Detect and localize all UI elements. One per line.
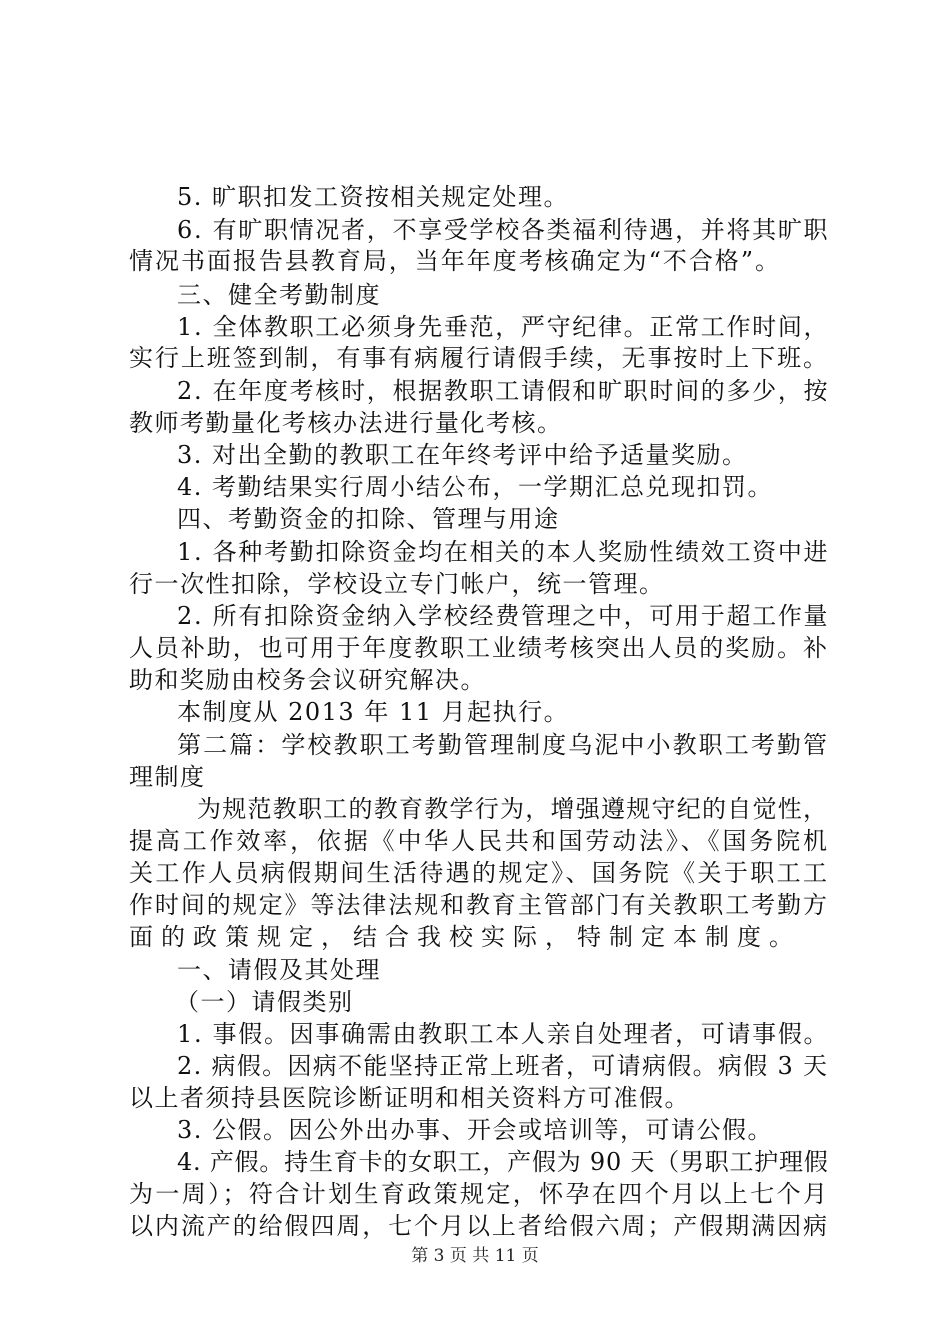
text-line: 教师考勤量化考核办法进行量化考核。 — [129, 409, 563, 437]
text-line: 三、健全考勤制度 — [177, 281, 381, 309]
text-line: 作时间的规定》等法律法规和教育主管部门有关教职工考勤方 — [129, 891, 829, 919]
text-line: 第二篇：学校教职工考勤管理制度乌泥中小教职工考勤管 — [177, 731, 830, 759]
text-line: 1. 各种考勤扣除资金均在相关的本人奖励性绩效工资中进 — [177, 538, 830, 566]
text-line: 5. 旷职扣发工资按相关规定处理。 — [177, 183, 570, 211]
text-line: 提高工作效率，依据《中华人民共和国劳动法》、《国务院机 — [129, 827, 830, 855]
text-line: 本制度从 2013 年 11 月起执行。 — [177, 698, 570, 726]
text-line: 情况书面报告县教育局，当年年度考核确定为“不合格”。 — [129, 247, 782, 275]
text-line: 四、考勤资金的扣除、管理与用途 — [177, 505, 560, 533]
text-line: 人员补助，也可用于年度教职工业绩考核突出人员的奖励。补 — [129, 634, 829, 662]
text-line: 行一次性扣除，学校设立专门帐户，统一管理。 — [129, 570, 665, 598]
text-line: 以上者须持县医院诊断证明和相关资料方可准假。 — [129, 1084, 690, 1112]
text-line: 为规范教职工的教育教学行为，增强遵规守纪的自觉性， — [197, 795, 829, 823]
text-line: 3. 公假。因公外出办事、开会或培训等，可请公假。 — [177, 1116, 774, 1144]
text-line: （一）请假类别 — [175, 988, 354, 1016]
text-line: 关工作人员病假期间生活待遇的规定》、国务院《关于职工工 — [129, 859, 830, 887]
text-line: 2. 病假。因病不能坚持正常上班者，可请病假。病假 3 天 — [177, 1052, 829, 1080]
text-line: 理制度 — [129, 763, 206, 791]
text-line: 面的政策规定，结合我校实际，特制定本制度。 — [129, 923, 801, 951]
text-line: 4. 考勤结果实行周小结公布，一学期汇总兑现扣罚。 — [177, 473, 774, 501]
text-line: 2. 在年度考核时，根据教职工请假和旷职时间的多少，按 — [177, 377, 830, 405]
text-line: 为一周）；符合计划生育政策规定，怀孕在四个月以上七个月 — [129, 1180, 830, 1208]
text-line: 1. 全体教职工必须身先垂范，严守纪律。正常工作时间， — [177, 313, 830, 341]
text-line: 一、请假及其处理 — [177, 956, 381, 984]
text-line: 以内流产的给假四周，七个月以上者给假六周；产假期满因病 — [129, 1212, 829, 1240]
text-line: 助和奖励由校务会议研究解决。 — [129, 666, 486, 694]
text-line: 6. 有旷职情况者，不享受学校各类福利待遇，并将其旷职 — [177, 216, 830, 244]
text-line: 实行上班签到制，有事有病履行请假手续，无事按时上下班。 — [129, 344, 829, 372]
text-line: 2. 所有扣除资金纳入学校经费管理之中，可用于超工作量 — [177, 602, 830, 630]
text-line: 1. 事假。因事确需由教职工本人亲自处理者，可请事假。 — [177, 1020, 830, 1048]
page-footer: 第 3 页 共 11 页 — [411, 1246, 539, 1266]
text-line: 4. 产假。持生育卡的女职工，产假为 90 天（男职工护理假 — [177, 1148, 829, 1176]
text-line: 3. 对出全勤的教职工在年终考评中给予适量奖励。 — [177, 441, 748, 469]
